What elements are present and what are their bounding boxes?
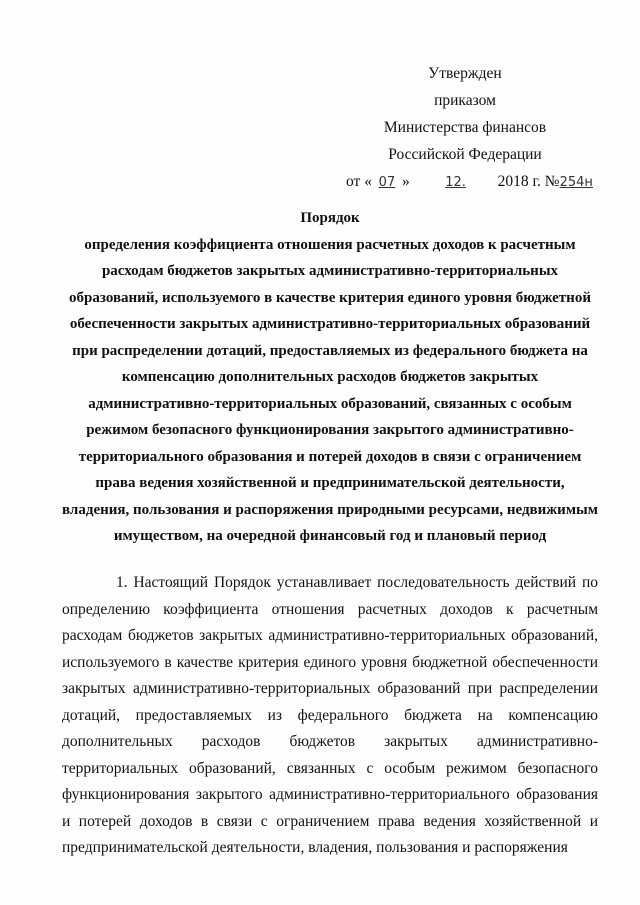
approval-line-country: Российской Федерации	[388, 146, 542, 163]
approval-block	[330, 60, 600, 196]
title-heading: Порядок	[300, 210, 360, 226]
document-title	[60, 205, 600, 550]
date-prefix: от «	[346, 173, 372, 190]
handwritten-order-number: 254н	[559, 175, 593, 190]
approval-line-approved: Утвержден	[428, 65, 502, 82]
approval-date-line	[346, 168, 600, 196]
approval-line-order: приказом	[434, 92, 496, 109]
approval-line-ministry: Министерства финансов	[383, 119, 547, 136]
handwritten-month: 12.	[445, 175, 466, 190]
date-mid: »	[401, 173, 410, 190]
date-year: 2018 г. №	[497, 173, 560, 190]
title-subtitle: определения коэффициента отношения расчетных доходов к расчетным расходам бюджетов закрытых административно-территориальных образований, используемого в качестве критерия единого уровня бюджетной обеспеченности закрытых административно-территориальных образований при распределении дотаций, предоставляемых из федерального бюджета на компенсацию дополнительных расходов бюджетов закрытых административно-территориальных образований, связанных с особым режимом безопасного функционирования закрытого административно-территориального образования и потерей доходов в связи с ограничением права ведения хозяйственной и предпринимательской деятельности, владения, пользования и распоряжения природными ресурсами, недвижимым имуществом, на очередной финансовый год и плановый период	[62, 236, 598, 544]
paragraph-1: 1. Настоящий Порядок устанавливает последовательность действий по определению коэффициента отношения расчетных доходов к расчетным расходам бюджетов закрытых административно-территориальных образований, используемого в качестве критерия единого уровня бюджетной обеспеченности закрытых административно-территориальных образований при распределении дотаций, предоставляемых из федерального бюджета на компенсацию дополнительных расходов бюджетов закрытых административно-территориальных образований, связанных с особым режимом безопасного функционирования закрытого административно-территориального образования и потерей доходов в связи с ограничением права ведения хозяйственной и предпринимательской деятельности, владения, пользования и распоряжения	[62, 574, 598, 856]
handwritten-day: 07	[378, 175, 396, 190]
